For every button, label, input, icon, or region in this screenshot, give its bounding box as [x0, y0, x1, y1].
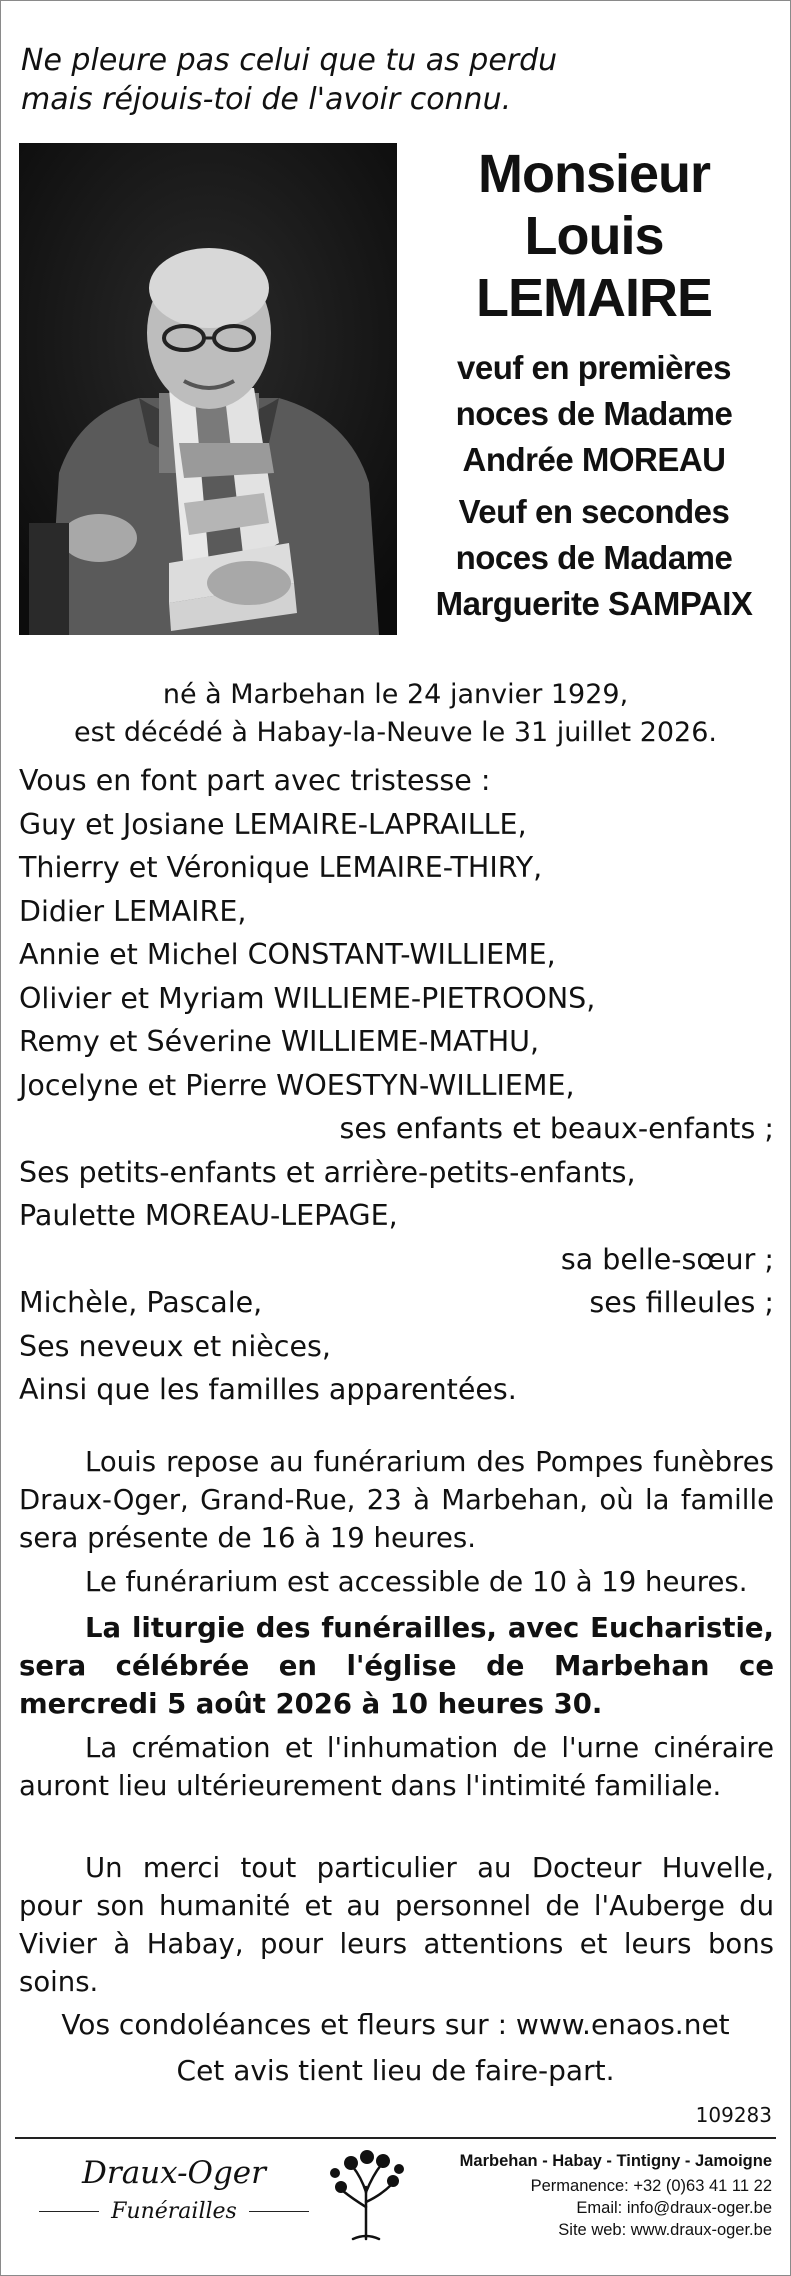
- family-list-row: [19, 1238, 774, 1282]
- last-name: LEMAIRE: [476, 268, 712, 328]
- spouse-line: Veuf en secondes: [458, 493, 730, 530]
- spouse-line: Marguerite SAMPAIX: [435, 585, 753, 622]
- verse-line-1: Ne pleure pas celui que tu as perdu: [21, 43, 558, 78]
- divider-line: [249, 2211, 309, 2212]
- reference-number: 109283: [695, 2103, 772, 2127]
- second-spouse: [406, 489, 782, 627]
- family-member: Michèle, Pascale,: [19, 1286, 263, 1319]
- family-list-row: [19, 1325, 774, 1369]
- spouse-line: veuf en premières: [457, 349, 731, 386]
- family-list-row: [19, 1281, 774, 1325]
- death-line: est décédé à Habay-la-Neuve le 31 juillet 2026.: [73, 717, 717, 748]
- portrait-photo: [19, 143, 397, 635]
- family-list-row: [19, 1064, 774, 1108]
- portrait-illustration: [19, 143, 397, 635]
- cremation-text: La crémation et l'inhumation de l'urne cinéraire auront lieu ultérieurement dans l'intimité familiale.: [19, 1732, 774, 1802]
- family-list-row: [19, 1151, 774, 1195]
- cremation-paragraph: [19, 1729, 774, 1805]
- access-text: Le funérarium est accessible de 10 à 19 heures.: [85, 1566, 748, 1598]
- relationship: ses filleules ;: [589, 1286, 774, 1319]
- family-member: Jocelyne et Pierre WOESTYN-WILLIEME,: [19, 1068, 575, 1102]
- repose-text: Louis repose au funérarium des Pompes funèbres Draux-Oger, Grand-Rue, 23 à Marbehan, où la famille sera présente de 16 à 19 heures.: [19, 1446, 774, 1554]
- spouse-line: Andrée MOREAU: [462, 441, 726, 478]
- repose-paragraph: [19, 1443, 774, 1557]
- relationship: sa belle-sœur ;: [560, 1242, 774, 1276]
- condolences-line: Vos condoléances et fleurs sur : www.enaos.net: [61, 2008, 730, 2041]
- family-list-row: [19, 1107, 774, 1151]
- family-member: Annie et Michel CONSTANT-WILLIEME,: [19, 938, 556, 971]
- spouse-line: noces de Madame: [455, 395, 733, 432]
- funeral-home-logo: [29, 2153, 319, 2253]
- locations: Marbehan - Habay - Tintigny - Jamoigne: [459, 2152, 772, 2170]
- brand-name: Draux-Oger: [82, 2155, 266, 2191]
- first-spouse: [406, 345, 782, 483]
- family-member: Thierry et Véronique LEMAIRE-THIRY,: [19, 851, 543, 884]
- family-member: Ses neveux et nièces,: [19, 1329, 331, 1363]
- spouse-line: noces de Madame: [455, 539, 733, 576]
- thanks-text: Un merci tout particulier au Docteur Huvelle, pour son humanité et au personnel de l'Auberge du Vivier à Habay, pour leurs attentions et leurs bons soins.: [19, 1852, 774, 1998]
- phone: Permanence: +32 (0)63 41 11 22: [530, 2177, 772, 2195]
- liturgy-paragraph: [19, 1609, 774, 1723]
- family-list-row: [19, 890, 774, 934]
- verse-line-2: mais réjouis-toi de l'avoir connu.: [21, 82, 512, 117]
- contact-info: [460, 2150, 772, 2241]
- family-list-row: [19, 1020, 774, 1064]
- family-list-row: [19, 933, 774, 977]
- notice-line: Cet avis tient lieu de faire-part.: [176, 2054, 615, 2087]
- relationship: ses enfants et beaux-enfants ;: [339, 1112, 774, 1145]
- family-list-row: [19, 846, 774, 890]
- family-list-row: [19, 803, 774, 847]
- family-member: Ainsi que les familles apparentées.: [19, 1373, 517, 1406]
- family-member: Paulette MOREAU-LEPAGE,: [19, 1199, 398, 1232]
- family-member: Vous en font part avec tristesse :: [19, 764, 491, 797]
- verse: [21, 41, 721, 119]
- family-list-row: [19, 759, 774, 803]
- brand-subtitle: Funérailles: [111, 2199, 237, 2224]
- footer-divider: [15, 2137, 776, 2139]
- website: Site web: www.draux-oger.be: [558, 2221, 772, 2239]
- family-member: Ses petits-enfants et arrière-petits-enfants,: [19, 1155, 636, 1189]
- family-member: Guy et Josiane LEMAIRE-LAPRAILLE,: [19, 807, 527, 841]
- liturgy-text: La liturgie des funérailles, avec Eucharistie, sera célébrée en l'église de Marbehan ce mercredi 5 août 2026 à 10 heures 30.: [19, 1612, 774, 1720]
- honorific: Monsieur: [477, 144, 711, 204]
- tree-icon: [323, 2147, 409, 2243]
- family-list: [19, 759, 774, 1412]
- email: Email: info@draux-oger.be: [576, 2199, 772, 2217]
- family-list-row: [19, 1368, 774, 1412]
- deceased-name-block: [406, 143, 782, 627]
- family-member: Olivier et Myriam WILLIEME-PIETROONS,: [19, 981, 596, 1015]
- family-member: Remy et Séverine WILLIEME-MATHU,: [19, 1025, 540, 1058]
- divider-line: [39, 2211, 99, 2212]
- family-member: Didier LEMAIRE,: [19, 894, 247, 928]
- family-list-row: [19, 977, 774, 1021]
- access-paragraph: [19, 1563, 774, 1601]
- birth-line: né à Marbehan le 24 janvier 1929,: [162, 679, 629, 710]
- brand-subtitle-row: [29, 2199, 319, 2224]
- thanks-paragraph: [19, 1849, 774, 2001]
- family-list-row: [19, 1194, 774, 1238]
- first-name: Louis: [524, 206, 664, 266]
